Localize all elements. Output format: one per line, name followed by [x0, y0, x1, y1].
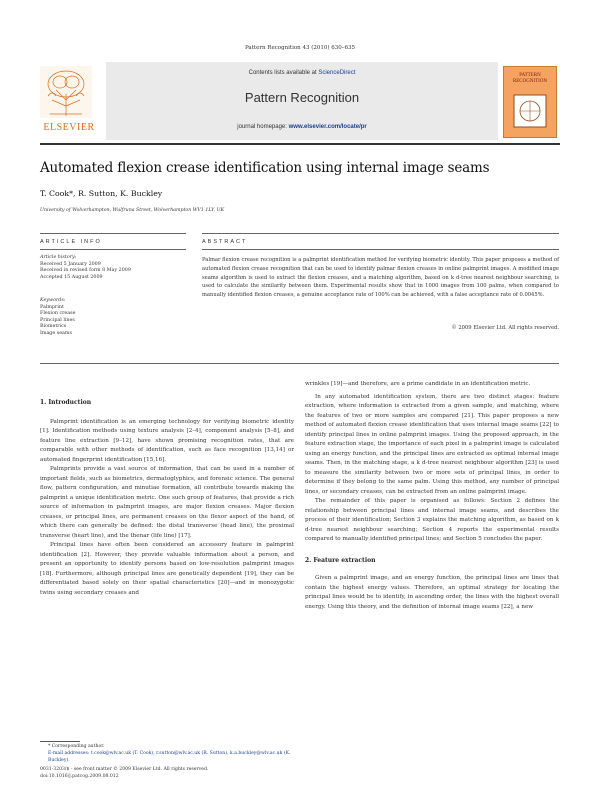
article-title: Automated flexion crease identification using internal image seams [40, 160, 490, 176]
article-history [40, 255, 190, 281]
article-info-rule [40, 249, 186, 250]
abstract-bottom-rule [40, 363, 559, 364]
contents-prefix: Contents lists available at [248, 70, 317, 76]
abstract-rule [202, 249, 559, 250]
issn-line: 0031-3203/$ - see front matter © 2009 Elsevier Ltd. All rights reserved. [40, 767, 209, 773]
paragraph: In any automated identification system, there are two distinct stages: feature extraction, where information is extracted from a given sample, and matching, where the features of two or more samples are compared [21]. This paper proposes a new method of automated flexion crease identification that uses internal image seams [22] to identify principal lines in online palmprint images. Using the proposed approach, in the feature extraction stage, the importance of each pixel in a palmprint image is calculated using an energy function, and the principal lines are extracted as optimal internal image seams. Then, in the matching stage, a k d-tree nearest neighbour algorithm [23] is used to measure the similarity between two or more sets of principal lines, in order to determine if they belong to the same palm. Using this method, any number of principal lines, or secondary creases, can be extracted from an online palmprint image. [305, 393, 559, 495]
header-divider [40, 143, 560, 145]
keyword-item: Image seams [40, 330, 72, 336]
homepage-link[interactable]: www.elsevier.com/locate/pr [288, 124, 367, 130]
abstract-text: Palmar flexion crease recognition is a palmprint identification method for verifying biometric identity. This paper proposes a method of automated flexion crease recognition that can be used to identify palmar flexion creases in online palmprint images. A modified image seams algorithm is used to extract the flexion creases, and a matching algorithm, based on k d-tree nearest neighbour searching, is used to calculate the similarity between them. Experimental results show that in 1000 images from 100 palms, when compared to manually identified flexion creases, a genuine acceptance rate of 100% can be achieved, with a false acceptance rate of 0.0045%. [202, 257, 559, 299]
homepage-prefix: journal homepage: [237, 124, 287, 130]
paragraph: Principal lines have often been considered an accessory feature in palmprint identification [2]. However, they provide valuable information about a person, and present an opportunity to identify persons based on low-resolution palmprint images [18]. Furthermore, although principal lines are genetically dependent [19], they can be differentiated based solely on their spatial characteristics [20]—and in monozygotic twins using secondary creases and [40, 542, 294, 596]
paragraph: The remainder of this paper is organised as follows: Section 2 defines the relationship between principal lines and internal image seams, and describes the process of their identification; Section 3 explains the matching algorithm, as based on k d-tree nearest neighbour searching; Section 4 reports the experimental results compared to manually identified principal lines; and Section 5 concludes the paper. [305, 498, 559, 542]
right-column [305, 380, 559, 612]
publisher-name: ELSEVIER [43, 122, 95, 133]
keywords [40, 298, 190, 337]
footnote-block [40, 744, 294, 781]
received-date: Received 5 January 2009 [40, 261, 101, 267]
elsevier-logo [40, 66, 98, 136]
corresponding-author: * Corresponding author. [48, 744, 105, 749]
paragraph: Given a palmprint image, and an energy function, the principal lines are lines that contain the highest energy values. Therefore, an optimal strategy for locating the principal lines would be to identify, in ascending order, the lines with the highest overall energy. Using this theory, and the definition of internal image seams [22], a new [305, 575, 559, 610]
section-heading-introduction: 1. Introduction [40, 399, 92, 406]
journal-reference: Pattern Recognition 43 (2010) 630–635 [244, 45, 356, 51]
paragraph: Palmprint identification is an emerging technology for verifying biometric identity [1]. Identification methods using texture analysis [2–4], component analysis [5–8], and feature line extraction [9–12], have shown promising recognition rates, that are comparable with other methods of identification, such as face recognition [13,14] or automated fingerprint identification [15,16]. [40, 418, 294, 463]
keyword-item: Palmprint [40, 304, 64, 310]
article-info-heading: ARTICLE INFO [40, 239, 102, 245]
abstract-heading: ABSTRACT [202, 239, 248, 245]
cover-art-icon [512, 93, 548, 129]
journal-cover [503, 66, 557, 138]
author-affiliation: University of Wolverhampton, Wulfruna Street, Wolverhampton WV1 1LY, UK [40, 208, 225, 213]
sciencedirect-link[interactable]: ScienceDirect [318, 70, 356, 76]
journal-title: Pattern Recognition [244, 90, 360, 105]
left-column [40, 398, 294, 598]
footnote-rule [40, 741, 80, 742]
contents-line [106, 70, 498, 76]
keyword-item: Flexion crease [40, 311, 76, 316]
keyword-item: Principal lines [40, 317, 75, 323]
accepted-date: Accepted 15 August 2009 [40, 274, 103, 280]
journal-homepage [106, 124, 498, 130]
history-label: Article history: [40, 255, 77, 260]
abstract-top-rule [202, 233, 559, 234]
author-emails[interactable]: E-mail addresses: t.cook@wlv.ac.uk (T. Cook), r.sutton@wlv.ac.uk (R. Sutton), k.a.buckley@wlv.ac.uk (K. Buckley). [48, 750, 291, 763]
paragraph: Palmprints provide a vast source of information, that can be used in a number of important fields, such as biometrics, dermatoglyphics, and forensic science. The general flow, pattern configuration, and minutiae formation, all contribute towards making the palmprint a unique identification metric. One such group of features, that provide a rich source of information in palmprint images, are major flexion creases. Major flexion creases, or principal lines, are permanent creases on the flexor aspect of the hand, of which there can generally be defined: the distal transverse (head line), the proximal transverse (heart line), and the thenar (life line) [17]. [40, 466, 294, 539]
revised-date: Received in revised form 8 May 2009 [40, 268, 131, 273]
article-authors: T. Cook*, R. Sutton, K. Buckley [40, 189, 163, 198]
elsevier-tree-icon [40, 66, 92, 118]
article-info-top-rule [40, 233, 186, 234]
keywords-label: Keywords: [40, 298, 66, 303]
keyword-item: Biometrics [40, 324, 67, 329]
paragraph: wrinkles [19]—and therefore, are a prime candidate in an identification metric. [305, 381, 531, 387]
copyright-notice: © 2009 Elsevier Ltd. All rights reserved. [451, 325, 559, 331]
doi-line[interactable]: doi:10.1016/j.patcog.2009.08.012 [40, 774, 119, 780]
section-heading-feature-extraction: 2. Feature extraction [305, 556, 376, 564]
cover-title: PATTERN RECOGNITION [512, 73, 548, 84]
